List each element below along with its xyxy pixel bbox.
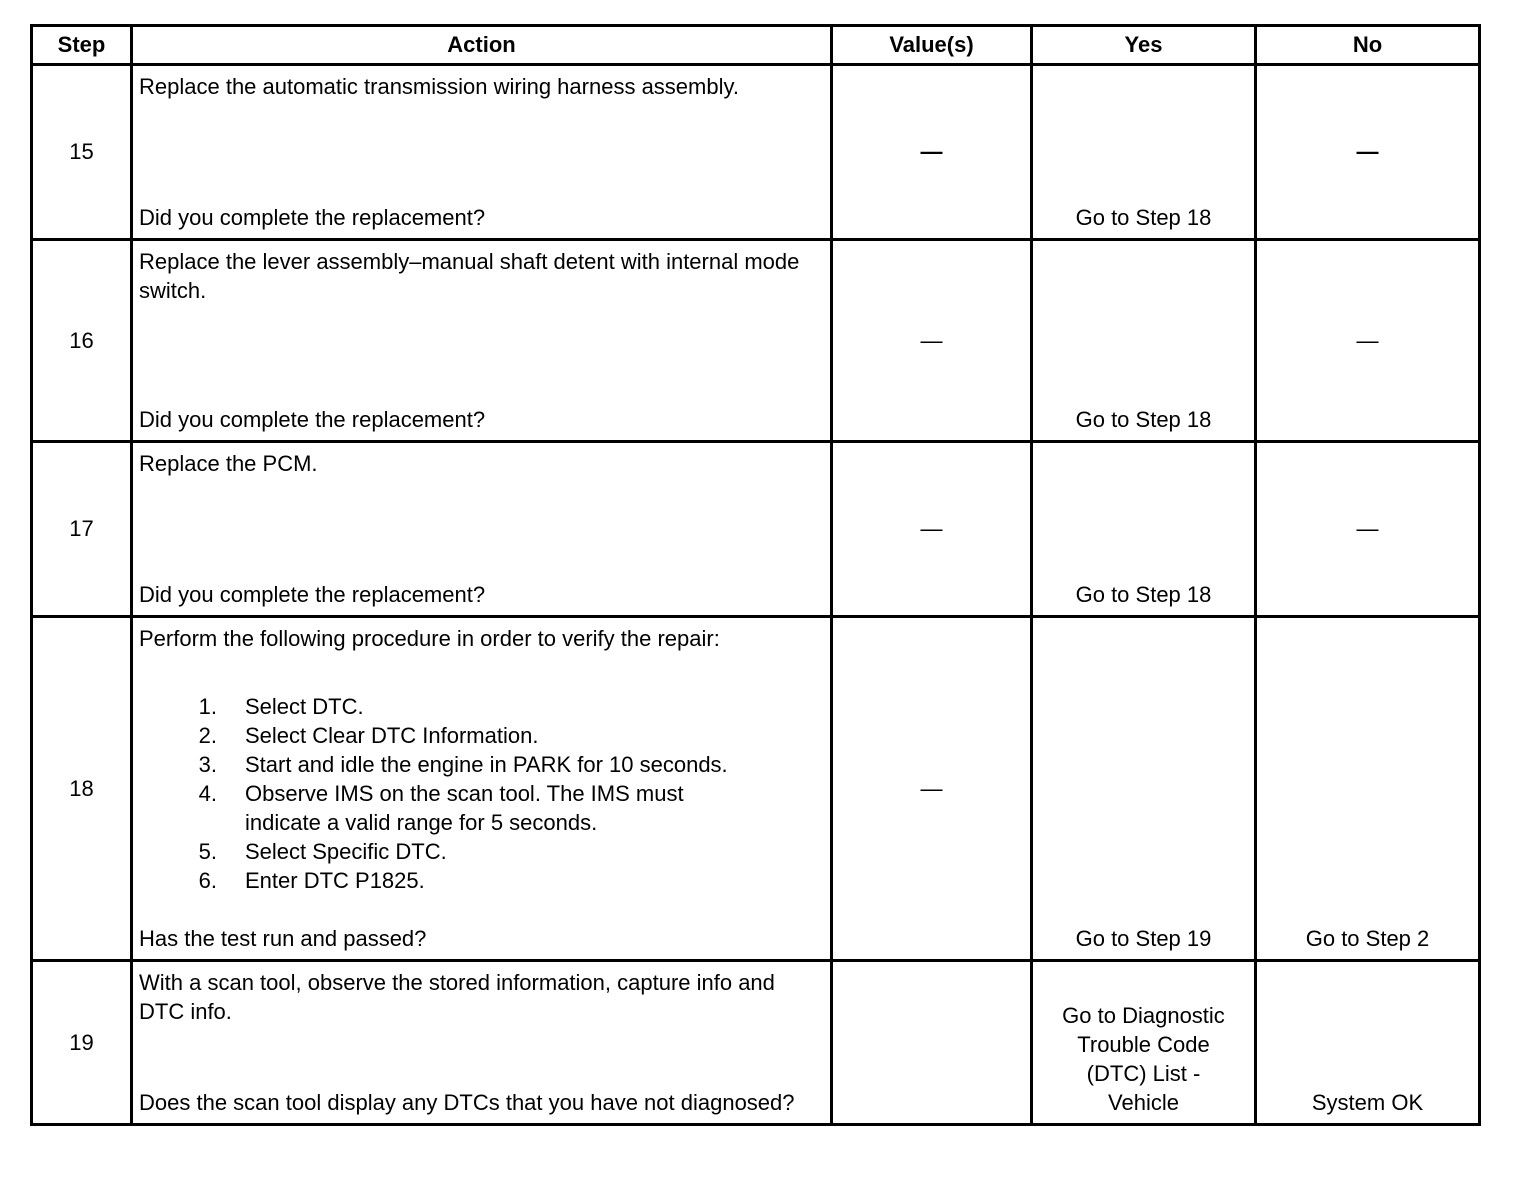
procedure-text: Select Clear DTC Information. bbox=[245, 723, 539, 748]
no-cell bbox=[1256, 442, 1480, 617]
list-item bbox=[139, 779, 822, 837]
value-cell: — bbox=[832, 442, 1032, 617]
yes-link[interactable]: Go to Step 18 bbox=[1075, 407, 1212, 432]
value-cell: — bbox=[832, 617, 1032, 961]
procedure-text: Observe IMS on the scan tool. The IMS must indicate a valid range for 5 seconds. bbox=[245, 781, 684, 835]
yes-cell bbox=[1032, 617, 1256, 961]
no-cell bbox=[1256, 240, 1480, 442]
no-value: System OK bbox=[1311, 1090, 1424, 1115]
no-value: — bbox=[1356, 516, 1379, 541]
no-cell bbox=[1256, 617, 1480, 961]
procedure-text: Enter DTC P1825. bbox=[245, 868, 425, 893]
action-question: Did you complete the replacement? bbox=[139, 582, 486, 607]
no-value: — bbox=[1356, 327, 1379, 353]
yes-cell bbox=[1032, 240, 1256, 442]
header-action: Action bbox=[132, 26, 832, 65]
no-cell bbox=[1256, 961, 1480, 1125]
step-number: 19 bbox=[32, 961, 132, 1125]
table-row bbox=[32, 442, 1480, 617]
action-instruction: Replace the PCM. bbox=[139, 451, 318, 476]
action-cell bbox=[132, 961, 832, 1125]
header-yes: Yes bbox=[1032, 26, 1256, 65]
procedure-number: 5. bbox=[198, 839, 217, 864]
step-number: 15 bbox=[32, 65, 132, 240]
yes-cell bbox=[1032, 961, 1256, 1125]
no-link[interactable]: Go to Step 2 bbox=[1305, 926, 1430, 951]
step-number: 16 bbox=[32, 240, 132, 442]
yes-link[interactable]: Go to Step 18 bbox=[1075, 582, 1212, 607]
table-row bbox=[32, 617, 1480, 961]
action-question: Did you complete the replacement? bbox=[139, 407, 486, 432]
procedure-text: Select DTC. bbox=[245, 694, 364, 719]
action-cell bbox=[132, 617, 832, 961]
table-row bbox=[32, 240, 1480, 442]
procedure-number: 6. bbox=[198, 868, 217, 893]
yes-link[interactable]: Go to Step 18 bbox=[1075, 205, 1212, 230]
action-question: Has the test run and passed? bbox=[139, 926, 427, 951]
list-item bbox=[139, 837, 822, 866]
action-question: Did you complete the replacement? bbox=[139, 205, 486, 230]
list-item bbox=[139, 721, 822, 750]
header-no: No bbox=[1256, 26, 1480, 65]
action-instruction: Perform the following procedure in order to verify the repair: bbox=[139, 626, 720, 651]
value-cell: — bbox=[832, 240, 1032, 442]
no-value: — bbox=[1356, 139, 1379, 164]
list-item bbox=[139, 692, 822, 721]
action-cell bbox=[132, 240, 832, 442]
procedure-text: Start and idle the engine in PARK for 10 seconds. bbox=[245, 752, 728, 777]
table-row bbox=[32, 65, 1480, 240]
yes-cell bbox=[1032, 442, 1256, 617]
value-cell bbox=[832, 961, 1032, 1125]
header-row bbox=[32, 26, 1480, 65]
yes-cell bbox=[1032, 65, 1256, 240]
list-item bbox=[139, 750, 822, 779]
value-cell: — bbox=[832, 65, 1032, 240]
action-question: Does the scan tool display any DTCs that you have not diagnosed? bbox=[139, 1090, 795, 1115]
procedure-number: 4. bbox=[198, 781, 217, 806]
step-number: 18 bbox=[32, 617, 132, 961]
step-number: 17 bbox=[32, 442, 132, 617]
action-cell bbox=[132, 65, 832, 240]
procedure-text: Select Specific DTC. bbox=[245, 839, 447, 864]
action-cell bbox=[132, 442, 832, 617]
procedure-list bbox=[139, 692, 822, 895]
procedure-number: 3. bbox=[198, 752, 217, 777]
no-cell bbox=[1256, 65, 1480, 240]
action-instruction: Replace the lever assembly–manual shaft detent with internal mode switch. bbox=[139, 249, 800, 303]
list-item bbox=[139, 866, 822, 895]
diagnostic-table bbox=[30, 24, 1481, 1126]
procedure-number: 1. bbox=[198, 694, 217, 719]
table-row bbox=[32, 961, 1480, 1125]
action-instruction: Replace the automatic transmission wiring harness assembly. bbox=[139, 74, 739, 99]
header-step: Step bbox=[32, 26, 132, 65]
action-instruction: With a scan tool, observe the stored information, capture info and DTC info. bbox=[139, 970, 775, 1024]
yes-link[interactable]: Go to Diagnostic Trouble Code (DTC) List - Vehicle bbox=[1062, 1003, 1225, 1115]
yes-link[interactable]: Go to Step 19 bbox=[1075, 926, 1212, 951]
header-values: Value(s) bbox=[832, 26, 1032, 65]
procedure-number: 2. bbox=[198, 723, 217, 748]
